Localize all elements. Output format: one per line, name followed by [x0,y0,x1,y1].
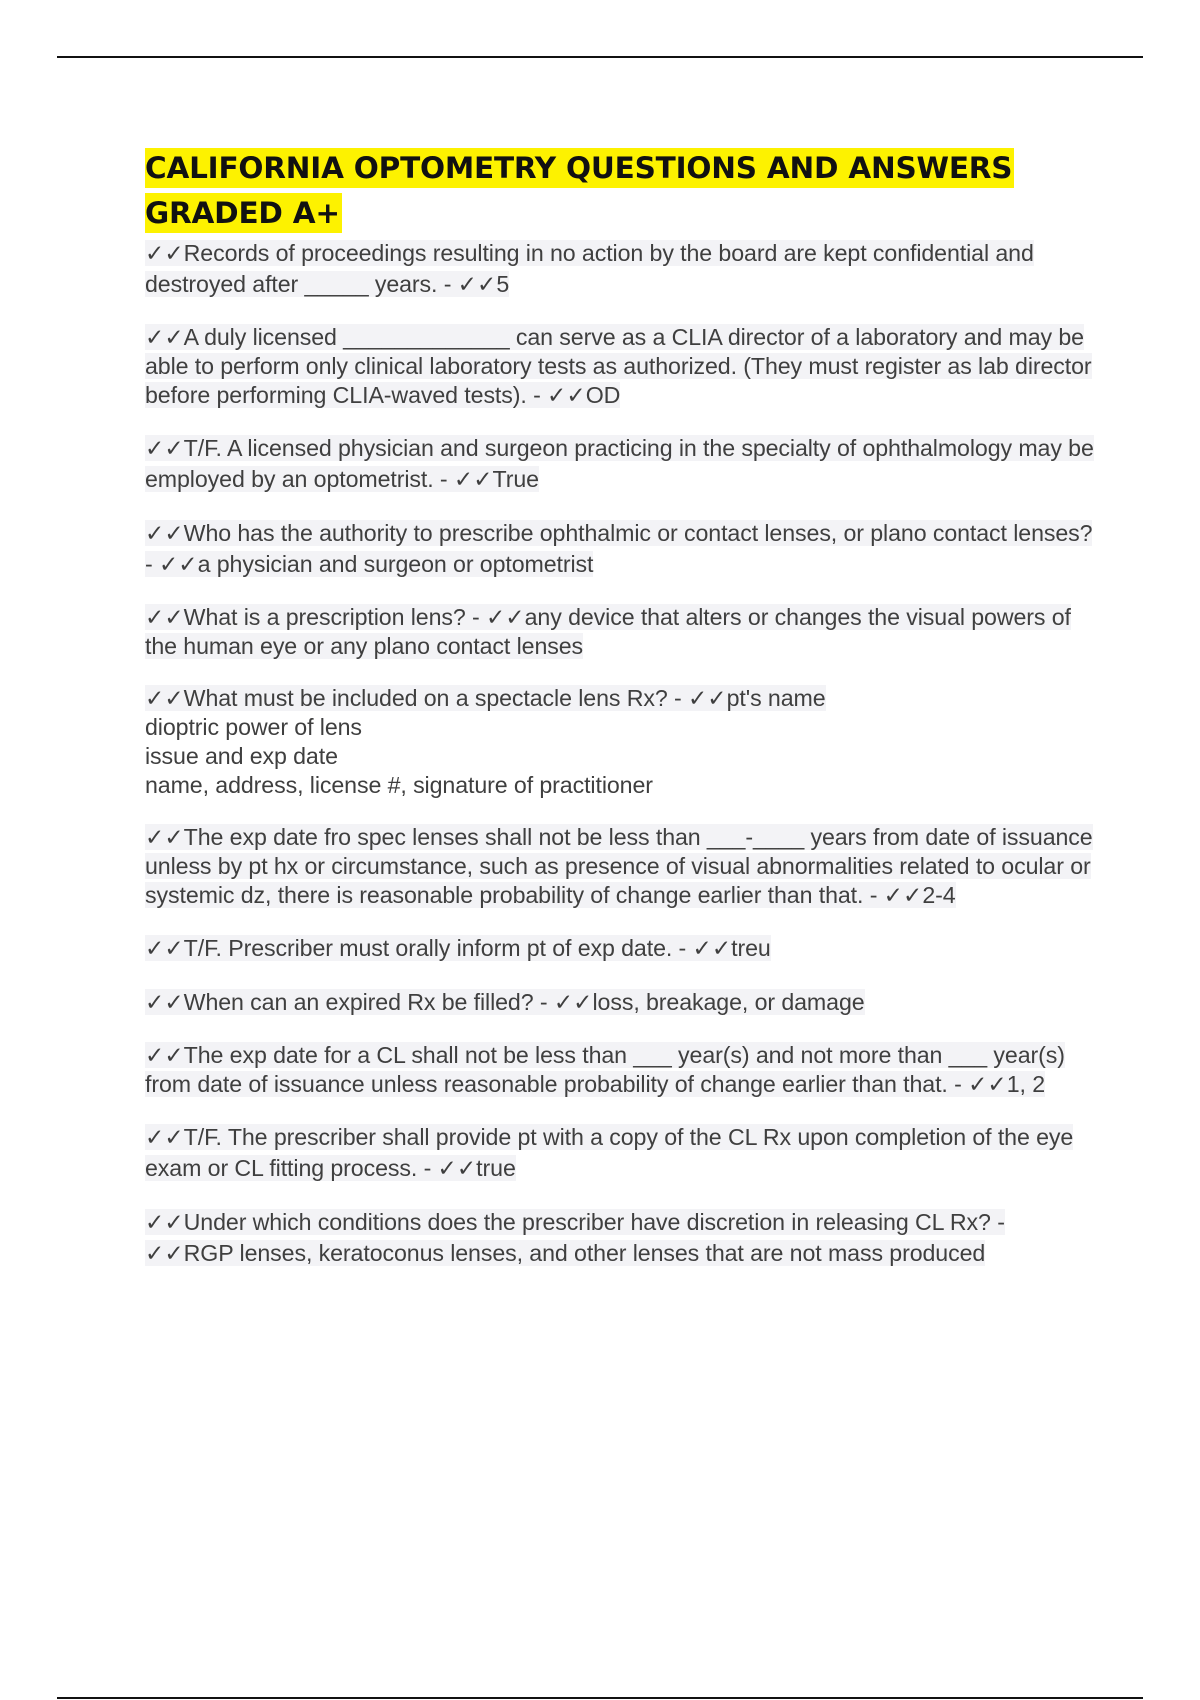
qa-item [145,987,1095,1018]
qa-item [145,1041,1095,1099]
qa-item [145,1122,1095,1184]
qa-text: ✓✓The exp date fro spec lenses shall not be less than ___-____ years from date of issuance unless by pt hx or circumstance, such as presence of visual abnormalities related to ocular or systemic dz, there is reasonable probability of change earlier than that. - ✓✓2-4 [145,824,1093,908]
bottom-divider [57,1697,1143,1699]
qa-extra-lines: dioptric power of lens issue and exp date name, address, license #, signature of practitioner [145,714,653,798]
document-title [145,146,1095,236]
qa-item [145,433,1095,495]
qa-text: ✓✓What is a prescription lens? - ✓✓any device that alters or changes the visual powers of the human eye or any plano contact lenses [145,604,1071,659]
qa-item [145,323,1095,410]
qa-text: ✓✓T/F. The prescriber shall provide pt with a copy of the CL Rx upon completion of the eye exam or CL fitting process. - ✓✓true [145,1124,1074,1181]
qa-item [145,1207,1095,1269]
qa-text: ✓✓Under which conditions does the prescriber have discretion in releasing CL Rx? - ✓✓RGP lenses, keratoconus lenses, and other lenses that are not mass produced [145,1209,1005,1266]
top-divider [57,56,1143,58]
qa-text: ✓✓The exp date for a CL shall not be less than ___ year(s) and not more than ___ year(s) from date of issuance unless reasonable probability of change earlier than that. - ✓✓1, 2 [145,1042,1065,1097]
document-body [145,146,1095,1292]
title-line-1: CALIFORNIA OPTOMETRY QUESTIONS AND ANSWERS [145,148,1014,188]
qa-item [145,823,1095,910]
qa-text: ✓✓Who has the authority to prescribe ophthalmic or contact lenses, or plano contact lenses? - ✓✓a physician and surgeon or optometrist [145,520,1093,577]
title-line-2: GRADED A+ [145,193,342,233]
qa-text: ✓✓T/F. A licensed physician and surgeon practicing in the specialty of ophthalmology may be employed by an optometrist. - ✓✓True [145,435,1094,492]
qa-text: ✓✓Records of proceedings resulting in no action by the board are kept confidential and destroyed after _____ years. - ✓✓5 [145,240,1034,297]
qa-text: ✓✓A duly licensed _____________ can serve as a CLIA director of a laboratory and may be able to perform only clinical laboratory tests as authorized. (They must register as lab director before performing CLIA-waved tests). - ✓✓OD [145,324,1092,408]
qa-text: ✓✓When can an expired Rx be filled? - ✓✓loss, breakage, or damage [145,989,865,1015]
qa-text: ✓✓T/F. Prescriber must orally inform pt of exp date. - ✓✓treu [145,935,771,961]
qa-item [145,603,1095,661]
qa-item [145,518,1095,580]
qa-item [145,238,1095,300]
qa-text: ✓✓What must be included on a spectacle lens Rx? - ✓✓pt's name [145,685,826,711]
qa-item [145,684,1095,800]
qa-item [145,933,1095,964]
